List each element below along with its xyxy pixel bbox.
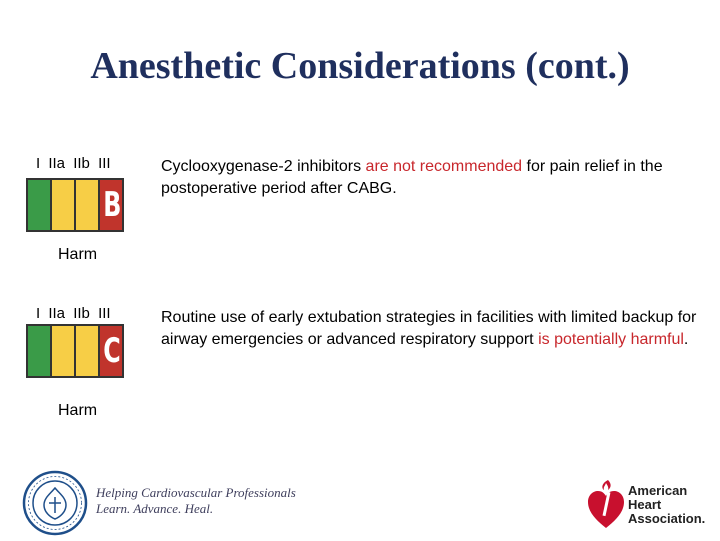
aha-line1: American (628, 483, 688, 498)
bar-class-IIb (76, 180, 98, 230)
bar-class-IIa (52, 180, 74, 230)
class-label-IIb: IIb (73, 155, 90, 172)
class-labels (36, 155, 115, 172)
text-before: Routine use of early extubation strategies in facilities with limited backup for airway emergencies or advanced respiratory support (161, 309, 697, 348)
acc-seal-logo (22, 470, 88, 541)
class-bars (26, 178, 124, 232)
class-bars (26, 324, 124, 378)
aha-line2: Heart (628, 497, 662, 512)
aha-heart-torch-icon (586, 478, 626, 535)
slide-title: Anesthetic Considerations (cont.) (90, 45, 630, 87)
level-of-evidence: B (103, 185, 122, 225)
recommendation-text (161, 156, 701, 200)
class-label-III: III (98, 305, 111, 322)
recommendation-text (161, 307, 701, 351)
class-label-III: III (98, 155, 111, 172)
class-label-I: I (36, 155, 41, 172)
acc-tagline-line2: Learn. Advance. Heal. (96, 501, 214, 516)
harm-label: Harm (58, 246, 98, 263)
bar-class-I (28, 326, 50, 376)
class-label-IIa: IIa (48, 305, 66, 322)
harm-label: Harm (58, 402, 98, 419)
class-label-I: I (36, 305, 41, 322)
class-label-IIb: IIb (73, 305, 90, 322)
bar-class-III (100, 180, 122, 230)
text-highlight: is potentially harmful (538, 331, 684, 348)
acc-tagline-line1: Helping Cardiovascular Professionals (96, 485, 296, 500)
bar-class-III (100, 326, 122, 376)
text-after: . (683, 331, 689, 348)
aha-wordmark (628, 484, 705, 526)
text-highlight: are not recommended (365, 158, 523, 175)
class-label-IIa: IIa (48, 155, 66, 172)
level-of-evidence: C (103, 331, 121, 371)
bar-class-IIa (52, 326, 74, 376)
text-after: for pain relief in the postoperative period after CABG. (161, 158, 663, 197)
bar-class-IIb (76, 326, 98, 376)
bar-class-I (28, 180, 50, 230)
text-before: Cyclooxygenase-2 inhibitors (161, 158, 366, 175)
aha-line3: Association. (628, 511, 706, 526)
class-labels (36, 305, 115, 322)
acc-tagline (96, 485, 296, 517)
